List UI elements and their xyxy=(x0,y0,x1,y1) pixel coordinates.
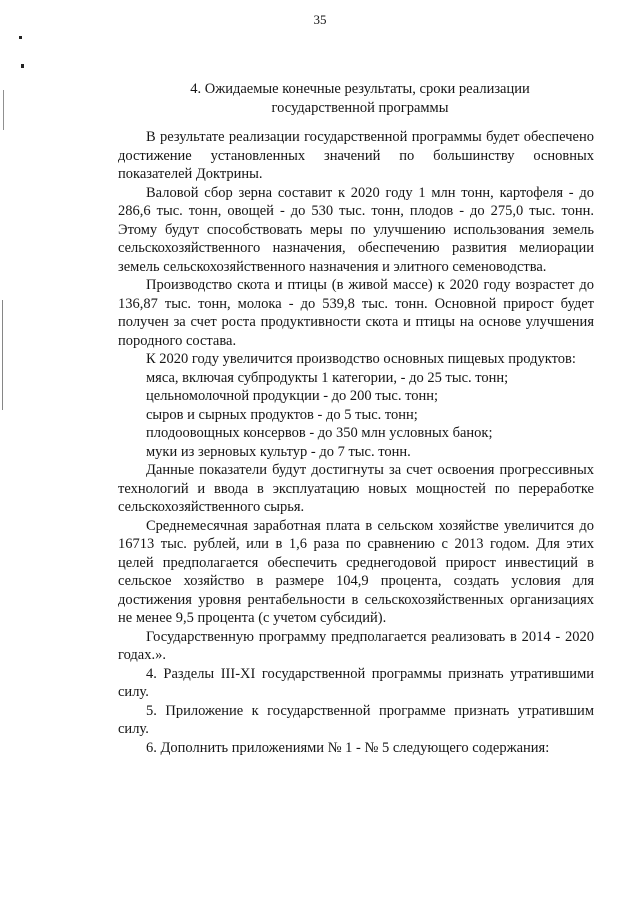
paragraph-timeline: Государственную программу предполагается реализовать в 2014 - 2020 годах.». xyxy=(118,628,594,663)
list-item-cheese: сыров и сырных продуктов - до 5 тыс. тонн; xyxy=(146,406,418,423)
scan-artifact-dot xyxy=(21,64,24,68)
paragraph-livestock: Производство скота и птицы (в живой массе) к 2020 году возрастет до 136,87 тыс. тонн, молока - до 539,8 тыс. тонн. Основной прирост будет получен за счет роста продуктивности скота и птицы на основе улучшения породного состава. xyxy=(118,277,594,349)
scan-artifact-dot xyxy=(19,36,22,39)
paragraph-food-production-intro: К 2020 году увеличится производство основных пищевых продуктов: xyxy=(146,351,576,367)
paragraph-item-6: 6. Дополнить приложениями № 1 - № 5 следующего содержания: xyxy=(146,739,550,756)
list-item-canned-goods: плодоовощных консервов - до 350 млн условных банок; xyxy=(146,425,493,441)
section-title xyxy=(120,80,600,118)
paragraph-wages: Среднемесячная заработная плата в сельском хозяйстве увеличится до 16713 тыс. рублей, или в 1,6 раза по сравнению с 2013 годом. Для этих целей предполагается обеспечить среднегодовой прирост инвестиций в сельское хозяйство в размере 104,9 процента, создать условия для достижения уровня рентабельности в сельскохозяйственных организациях не менее 9,5 процента (с учетом субсидий). xyxy=(118,517,594,626)
section-title-line-1: 4. Ожидаемые конечные результаты, сроки реализации xyxy=(190,81,530,97)
paragraph-technologies: Данные показатели будут достигнуты за счет освоения прогрессивных технологий и ввода в эксплуатацию новых мощностей по переработке сельскохозяйственного сырья. xyxy=(118,462,594,515)
paragraph-item-5: 5. Приложение к государственной программе признать утратившим силу. xyxy=(118,702,594,737)
page-number: 35 xyxy=(313,12,327,27)
paragraph-intro: В результате реализации государственной программы будет обеспечено достижение установленных значений по большинству основных показателей Доктрины. xyxy=(118,129,594,182)
list-item-meat: мяса, включая субпродукты 1 категории, - до 25 тыс. тонн; xyxy=(146,369,509,386)
paragraph-item-4: 4. Разделы III-XI государственной программы признать утратившими силу. xyxy=(118,665,594,700)
binding-edge-line xyxy=(2,300,3,410)
document-body xyxy=(118,128,594,757)
binding-edge-line xyxy=(3,90,4,130)
list-item-dairy: цельномолочной продукции - до 200 тыс. тонн; xyxy=(146,388,439,404)
paragraph-grain-harvest: Валовой сбор зерна составит к 2020 году 1 млн тонн, картофеля - до 286,6 тыс. тонн, овощей - до 530 тыс. тонн, плодов - до 275,0 тыс. тонн. Этому будут способствовать меры по улучшению использования земель сельскохозяйственного назначения, обеспечению развития мелиорации земель сельскохозяйственного назначения и элитного семеноводства. xyxy=(118,184,594,275)
section-title-line-2: государственной программы xyxy=(271,100,449,116)
list-item-flour: муки из зерновых культур - до 7 тыс. тонн. xyxy=(146,443,411,460)
